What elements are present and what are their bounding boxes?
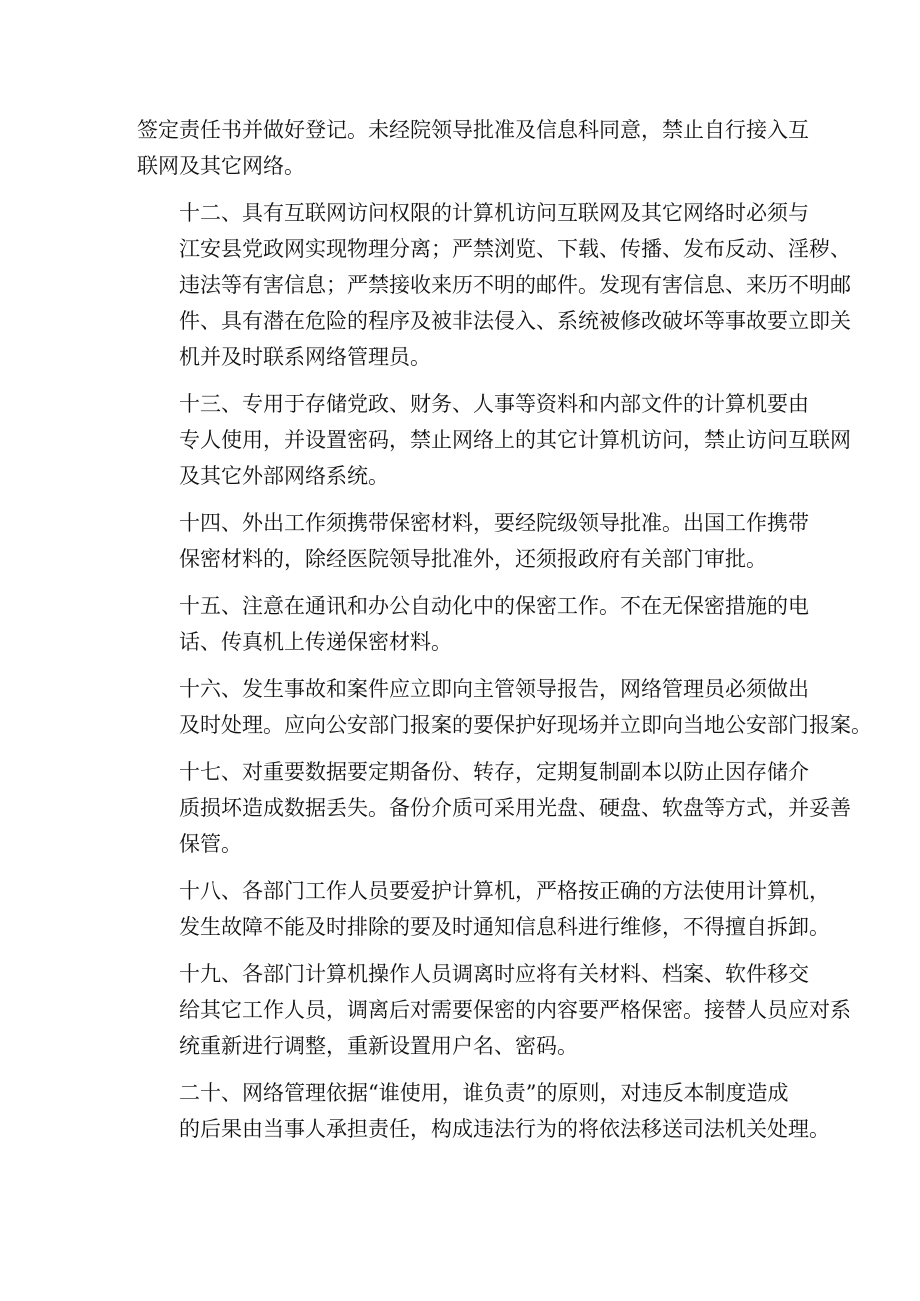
text-line: 统重新进行调整，重新设置用户名、密码。 [179, 1034, 578, 1058]
paragraph-article-13 [137, 386, 851, 494]
text-line: 发生故障不能及时排除的要及时通知信息科进行维修，不得擅自拆卸。 [179, 915, 830, 939]
text-line: 及时处理。应向公安部门报案的要保护好现场并立即向当地公安部门报案。 [179, 713, 872, 737]
paragraph-continued [137, 112, 809, 184]
text-line: 件、具有潜在危险的程序及被非法侵入、系统被修改破坏等事故要立即关 [179, 309, 851, 333]
paragraph-article-14 [137, 505, 809, 577]
text-line: 话、传真机上传递保密材料。 [179, 630, 452, 654]
text-line: 十七、对重要数据要定期备份、转存，定期复制副本以防止因存储介 [179, 760, 809, 784]
paragraph-article-18 [137, 873, 830, 945]
text-line: 十八、各部门工作人员要爱护计算机，严格按正确的方法使用计算机， [179, 879, 830, 903]
text-line: 十四、外出工作须携带保密材料，要经院级领导批准。出国工作携带 [179, 511, 809, 535]
document-body [137, 112, 872, 1158]
text-line: 专人使用，并设置密码，禁止网络上的其它计算机访问，禁止访问互联网 [179, 428, 851, 452]
text-line: 违法等有害信息；严禁接收来历不明的邮件。发现有害信息、来历不明邮 [179, 273, 851, 297]
paragraph-article-15 [137, 588, 809, 660]
text-line: 及其它外部网络系统。 [179, 464, 389, 488]
text-line: 十二、具有互联网访问权限的计算机访问互联网及其它网络时必须与 [179, 201, 809, 225]
text-line: 给其它工作人员，调离后对需要保密的内容要严格保密。接替人员应对系 [179, 998, 851, 1022]
paragraph-article-16 [137, 671, 872, 743]
text-line: 十五、注意在通讯和办公自动化中的保密工作。不在无保密措施的电 [179, 594, 809, 618]
paragraph-article-19 [137, 956, 851, 1064]
text-line: 江安县党政网实现物理分离；严禁浏览、下载、传播、发布反动、淫秽、 [179, 237, 851, 261]
text-line: 签定责任书并做好登记。未经院领导批准及信息科同意，禁止自行接入互 [137, 118, 809, 142]
text-line: 联网及其它网络。 [137, 154, 305, 178]
text-line: 二十、网络管理依据“谁使用，谁负责”的原则，对违反本制度造成 [179, 1081, 789, 1105]
text-line: 质损坏造成数据丢失。备份介质可采用光盘、硬盘、软盘等方式，并妥善 [179, 796, 851, 820]
text-line: 的后果由当事人承担责任，构成违法行为的将依法移送司法机关处理。 [179, 1117, 830, 1141]
text-line: 机并及时联系网络管理员。 [179, 345, 431, 369]
text-line: 十三、专用于存储党政、财务、人事等资料和内部文件的计算机要由 [179, 392, 809, 416]
text-line: 十九、各部门计算机操作人员调离时应将有关材料、档案、软件移交 [179, 962, 809, 986]
text-line: 十六、发生事故和案件应立即向主管领导报告，网络管理员必须做出 [179, 677, 809, 701]
paragraph-article-17 [137, 754, 851, 862]
text-line: 保管。 [179, 832, 242, 856]
paragraph-article-20 [137, 1075, 830, 1147]
text-line: 保密材料的，除经医院领导批准外，还须报政府有关部门审批。 [179, 547, 767, 571]
paragraph-article-12 [137, 195, 851, 375]
